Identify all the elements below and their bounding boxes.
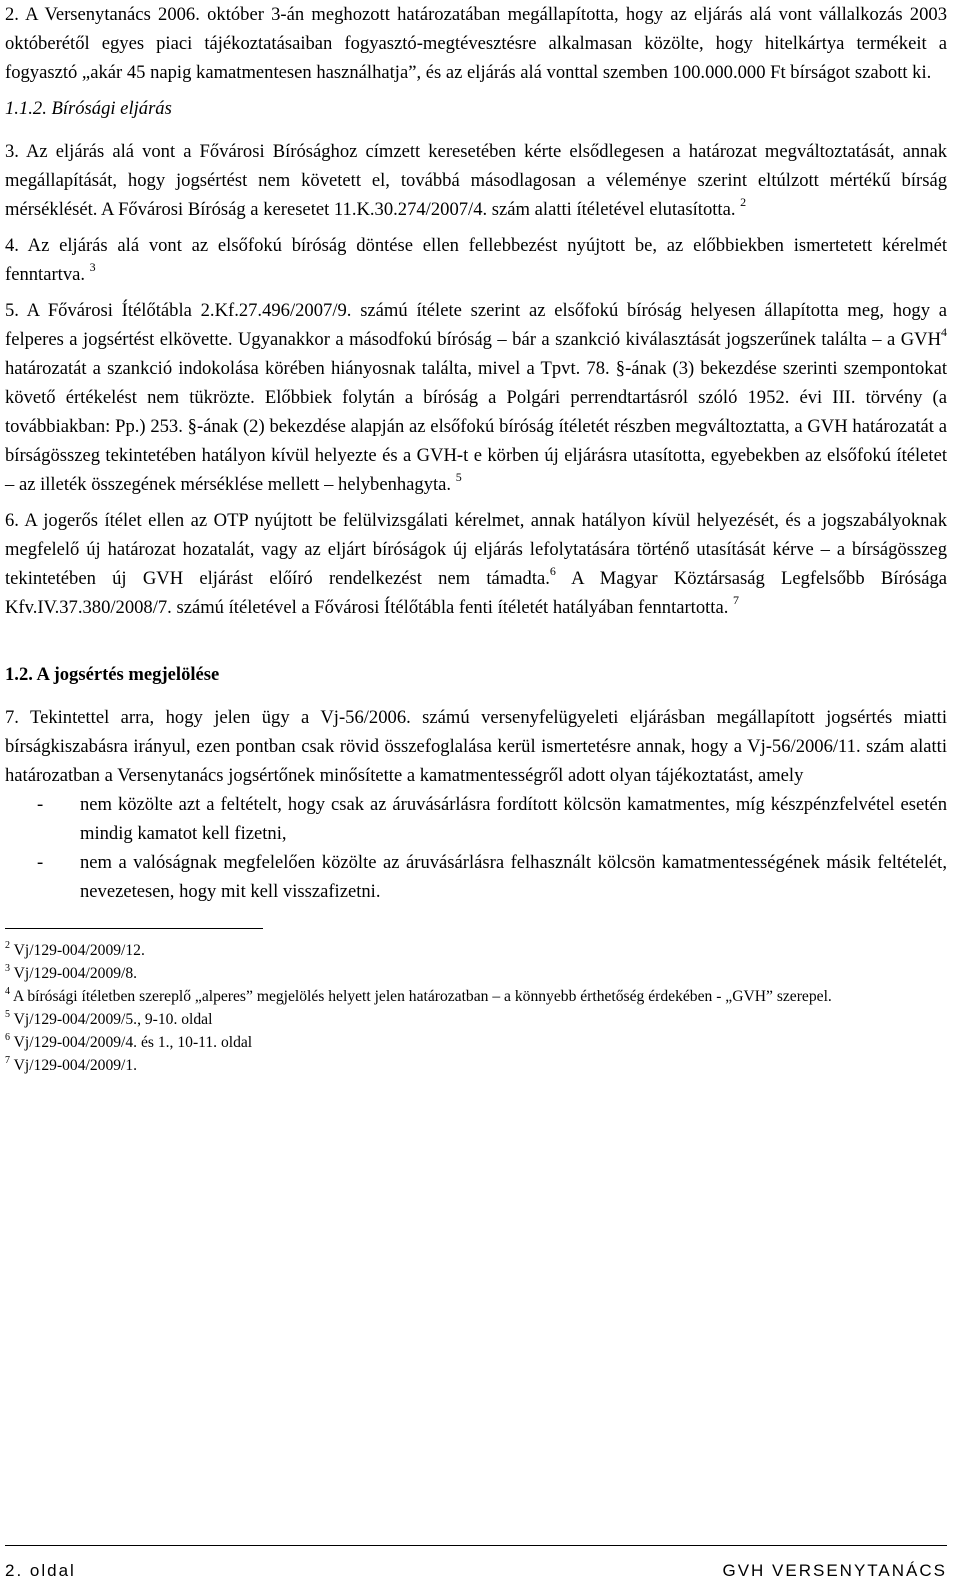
footnote-separator <box>5 928 263 929</box>
paragraph-4 <box>5 231 947 289</box>
footnote-number: 5 <box>5 1009 10 1020</box>
footnotes <box>5 939 947 1077</box>
footnote-number: 2 <box>5 940 10 951</box>
footnote-number: 7 <box>5 1055 10 1066</box>
section-heading-infringement: 1.2. A jogsértés megjelölése <box>5 664 220 685</box>
footnote-4 <box>5 985 947 1008</box>
footnote-text: Vj/129-004/2009/8. <box>13 965 138 982</box>
footnote-number: 3 <box>5 963 10 974</box>
list-item <box>5 790 947 848</box>
document-page <box>5 0 947 1077</box>
list-dash: - <box>37 794 44 815</box>
footnote-text: Vj/129-004/2009/4. és 1., 10-11. oldal <box>13 1034 253 1051</box>
footnote-ref-6[interactable]: 6 <box>549 564 556 578</box>
paragraph-4-text: 4. Az eljárás alá vont az elsőfokú bíróság döntése ellen fellebbezést nyújtott be, az előbbiekben ismertetett kérelmét fenntartva. <box>5 235 947 285</box>
footnote-ref-2[interactable]: 2 <box>740 195 747 209</box>
footnote-text: Vj/129-004/2009/1. <box>13 1057 138 1074</box>
footnote-7 <box>5 1054 947 1077</box>
list-item-text: nem közölte azt a feltételt, hogy csak az áruvásárlásra fordított kölcsön kamatmentes, míg készpénzfelvétel esetén mindig kamatot kell fizetni, <box>80 794 947 844</box>
footnote-ref-3[interactable]: 3 <box>89 260 96 274</box>
paragraph-2: 2. A Versenytanács 2006. október 3-án meghozott határozatában megállapította, hogy az eljárás alá vont vállalkozás 2003 októberétől egyes piaci tájékoztatásaiban fogyasztó-megtévesztésre alkalmasan közölte, hogy hitelkártya termékeit a fogyasztó „akár 45 napig kamatmentesen használhatja”, és az eljárás alá vonttal szemben 100.000.000 Ft bírságot szabott ki. <box>5 4 947 83</box>
footnote-number: 6 <box>5 1032 10 1043</box>
paragraph-3-text: 3. Az eljárás alá vont a Fővárosi Bírósághoz címzett keresetében kérte elsődlegesen a határozat megváltoztatását, annak megállapítását, hogy jogsértést nem követett el, továbbá másodlagosan a véleménye szerint eltúlzott mértékű bírság mérséklését. A Fővárosi Bíróság a keresetet 11.K.30.274/2007/4. szám alatti ítéletével elutasította. <box>5 141 947 220</box>
footnote-ref-7[interactable]: 7 <box>733 593 740 607</box>
list-dash: - <box>37 852 44 873</box>
paragraph-6-text-b: A Magyar Köztársaság Legfelsőbb Bírósága Kfv.IV.37.380/2008/7. számú ítéletével a Fővárosi Ítélőtábla fenti ítéletét hatályában fenntartotta. <box>5 568 947 618</box>
paragraph-3 <box>5 137 947 224</box>
footnote-5 <box>5 1008 947 1031</box>
list-item <box>5 848 947 906</box>
footnote-ref-5[interactable]: 5 <box>455 470 462 484</box>
footnote-6 <box>5 1031 947 1054</box>
footnote-text: A bírósági ítéletben szereplő „alperes” megjelölés helyett jelen határozatban – a könnyebb érthetőség érdekében - „GVH” szerepel. <box>13 988 832 1005</box>
page-footer <box>5 1545 947 1582</box>
footnote-number: 4 <box>5 986 10 997</box>
footnote-ref-4[interactable]: 4 <box>941 325 947 339</box>
paragraph-5-text-b: határozatát a szankció indokolása körében hiányosnak találta, mivel a Tpvt. 78. §-ának (3) bekezdése szerinti szempontokat követő értékelést nem tükrözte. Előbbiek folytán a bíróság a Polgári perrendtartásról szóló 1952. évi III. törvény (a továbbiakban: Pp.) 253. §-ának (2) bekezdése alapján az elsőfokú bíróság ítéletét részben megváltoztatta, a GVH határozatát a bírságösszeg tekintetében hatályon kívül helyezte és a GVH-t e körben új eljárásra utasította, egyebekben az elsőfokú ítéletet – az illeték összegének mérséklése mellett – helybenhagyta. <box>5 358 947 495</box>
paragraph-5-text-a: 5. A Fővárosi Ítélőtábla 2.Kf.27.496/2007/9. számú ítélete szerint az elsőfokú bíróság helyesen állapította meg, hogy a felperes a jogsértést elkövette. Ugyanakkor a másodfokú bíróság – bár a szankció kiválasztását jogszerűnek találta – a GVH <box>5 300 947 350</box>
footnote-text: Vj/129-004/2009/5., 9-10. oldal <box>13 1011 213 1028</box>
footnote-3 <box>5 962 947 985</box>
infringement-list <box>5 790 947 906</box>
subheading-judicial-procedure: 1.1.2. Bírósági eljárás <box>5 98 172 119</box>
page-number: 2. oldal <box>5 1561 76 1580</box>
paragraph-6 <box>5 506 947 622</box>
paragraph-5 <box>5 296 947 499</box>
list-item-text: nem a valóságnak megfelelően közölte az áruvásárlásra felhasznált kölcsön kamatmentességének másik feltételét, nevezetesen, hogy mit kell visszafizetni. <box>80 852 947 902</box>
footnote-2 <box>5 939 947 962</box>
paragraph-6-text-a: 6. A jogerős ítélet ellen az OTP nyújtott be felülvizsgálati kérelmet, annak hatályon kívül helyezését, és a jogszabályoknak megfelelő új határozat hozatalát, vagy az eljárt bíróságok új eljárás lefolytatására történő utasítását kérve – a bírságösszeg tekintetében új GVH eljárást előíró rendelkezést nem támadta. <box>5 510 947 589</box>
footnote-text: Vj/129-004/2009/12. <box>13 942 145 959</box>
paragraph-7: 7. Tekintettel arra, hogy jelen ügy a Vj-56/2006. számú versenyfelügyeleti eljárásban megállapított jogsértés miatti bírságkiszabásra irányul, ezen pontban csak rövid összefoglalása kerül ismertetésre annak, hogy a Vj-56/2006/11. szám alatti határozatban a Versenytanács jogsértőnek minősítette a kamatmentességről adott olyan tájékoztatást, amely <box>5 707 947 786</box>
organization-name: GVH VERSENYTANÁCS <box>722 1561 947 1580</box>
